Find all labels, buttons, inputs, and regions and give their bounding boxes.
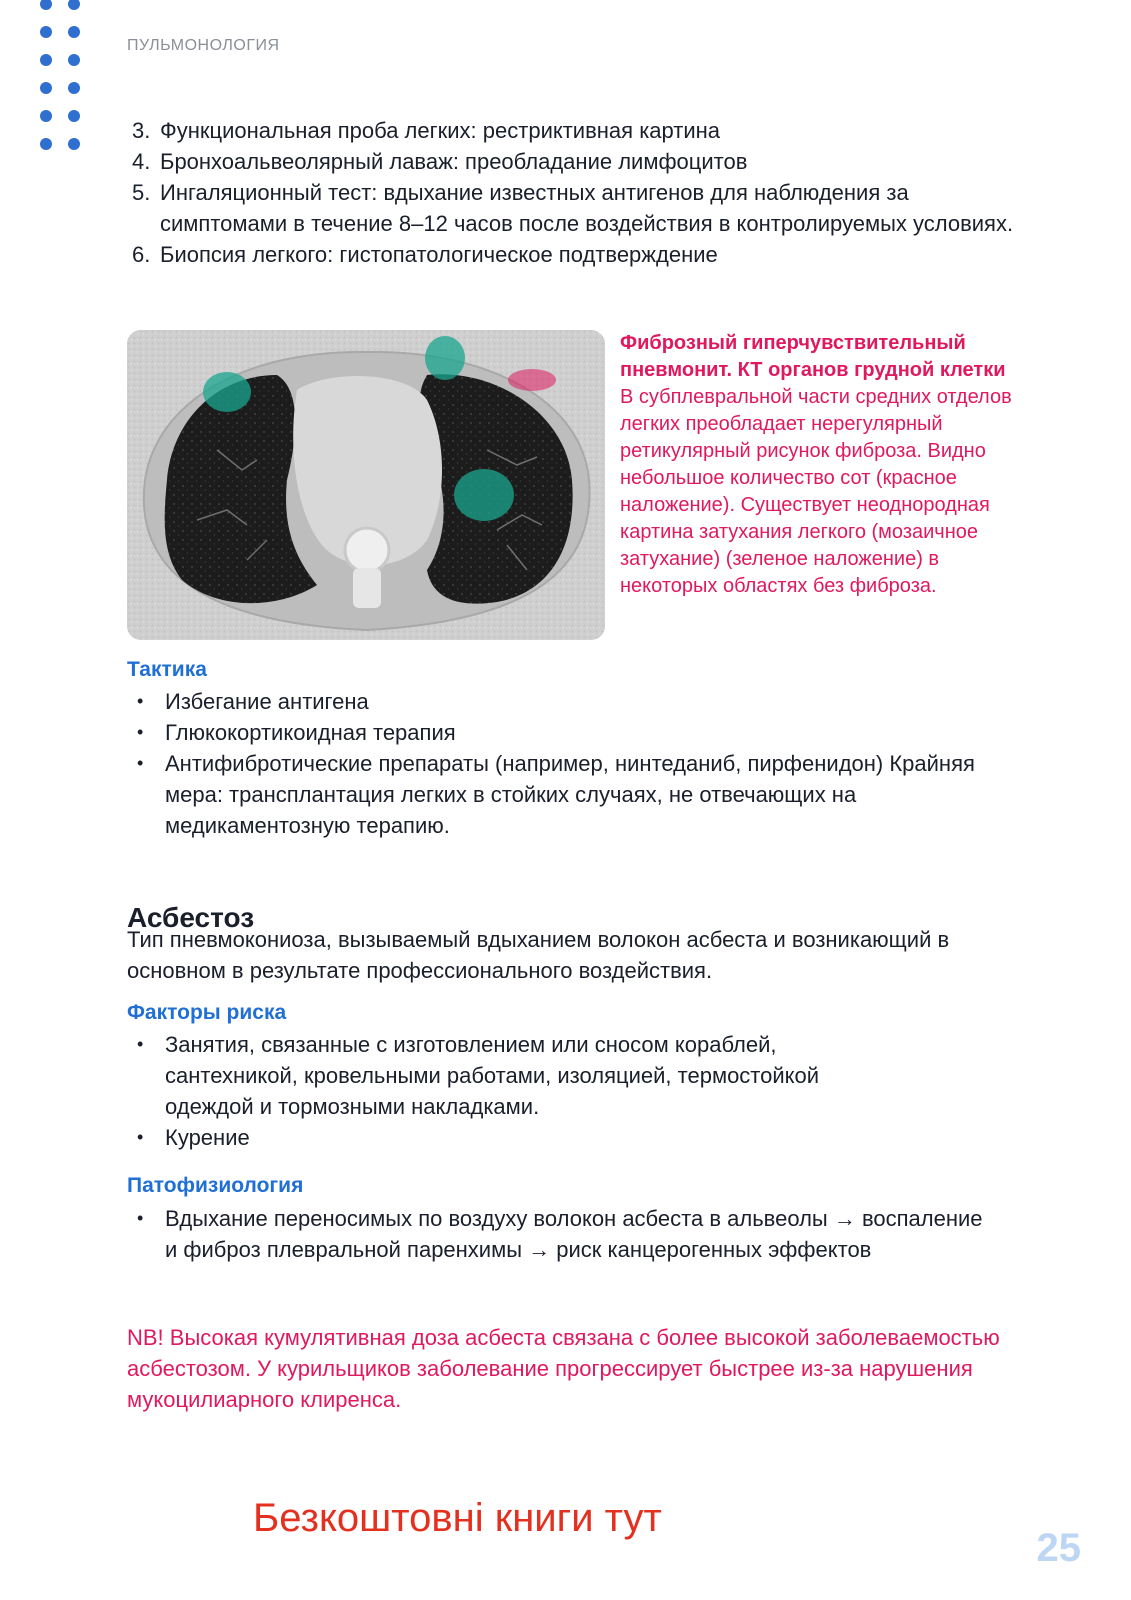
pathophysiology-heading: Патофизиология [127,1174,304,1197]
page-number: 25 [1036,1526,1081,1570]
list-item [137,1122,897,1153]
item-text: Курение [165,1125,250,1150]
running-head: ПУЛЬМОНОЛОГИЯ [127,37,280,54]
list-item [132,177,1032,239]
decorative-dot [68,0,80,10]
tactics-list [137,686,1027,841]
decorative-dot [40,138,52,150]
list-item [137,717,1027,748]
item-number: 4. [132,149,151,174]
list-item [137,748,1027,841]
item-text: Глюкокортикоидная терапия [165,720,456,745]
item-text: Антифибротические препараты (например, нинтеданиб, пирфенидон) Крайняя мера: трансплантация легких в стойких случаях, не отвечающих на медикаментозную терапию. [165,751,975,838]
decorative-dot [40,26,52,38]
decorative-dot [40,0,52,10]
item-text: Вдыхание переносимых по воздуху волокон асбеста в альвеолы → воспаление и фиброз плевральной паренхимы → риск канцерогенных эффектов [165,1206,983,1262]
item-number: 5. [132,180,151,205]
list-item [132,146,1032,177]
diagnostics-list [132,115,1032,270]
item-text: Избегание антигена [165,689,369,714]
bullet: • [137,753,144,773]
decorative-dot [68,110,80,122]
item-text: Ингаляционный тест: вдыхание известных антигенов для наблюдения за симптомами в течение 8–12 часов после воздействия в контролируемых условиях. [160,180,1014,236]
list-item [132,115,1032,146]
decorative-dot [40,110,52,122]
nb-note: NB! Высокая кумулятивная доза асбеста связана с более высокой заболеваемостью асбестозом. У курильщиков заболевание прогрессирует быстрее из-за нарушения мукоцилиарного клиренса. [127,1325,1000,1412]
risk-factors-list [137,1029,897,1153]
item-text: Функциональная проба легких: рестриктивная картина [160,118,721,143]
risk-factors-heading: Факторы риска [127,1001,287,1024]
ct-scan-image [127,330,605,640]
list-item [137,1029,897,1122]
item-number: 6. [132,242,151,267]
bullet: • [137,722,144,742]
tactics-heading: Тактика [127,658,207,681]
item-number: 3. [132,118,151,143]
list-item [137,1203,997,1265]
list-item [137,686,1027,717]
section-title: Асбестоз [127,902,255,933]
item-text: Бронхоальвеолярный лаваж: преобладание лимфоцитов [160,149,748,174]
caption-title: Фиброзный гиперчувствительный пневмонит. КТ органов грудной клетки [620,332,1006,381]
bullet: • [137,1127,144,1147]
decorative-dot [68,26,80,38]
decorative-dot [68,82,80,94]
pathophysiology-list [137,1203,997,1265]
item-text: Занятия, связанные с изготовлением или сносом кораблей, сантехникой, кровельными работами, изоляцией, термостойкой одеждой и тормозными накладками. [165,1032,820,1119]
decorative-dot [40,54,52,66]
decorative-dot [68,54,80,66]
figure-caption [620,330,1040,600]
ct-scan-graphic [127,330,605,640]
intro-paragraph: Тип пневмокониоза, вызываемый вдыханием волокон асбеста и возникающий в основном в результате профессионального воздействия. [127,927,950,983]
caption-text: В субплевральной части средних отделов легких преобладает нерегулярный ретикулярный рисунок фиброза. Видно небольшое количество сот (красное наложение). Существует неоднородная картина затухания легкого (мозаичное затухание) (зеленое наложение) в некоторых областях без фиброза. [620,386,1012,597]
decorative-dot-grid [38,0,88,160]
decorative-dot [40,82,52,94]
bullet: • [137,1208,144,1228]
bullet: • [137,691,144,711]
item-text: Биопсия легкого: гистопатологическое подтверждение [160,242,718,267]
promo-link[interactable]: Безкоштовні книги тут [253,1496,662,1540]
bullet: • [137,1034,144,1054]
decorative-dot [68,138,80,150]
list-item [132,239,1032,270]
